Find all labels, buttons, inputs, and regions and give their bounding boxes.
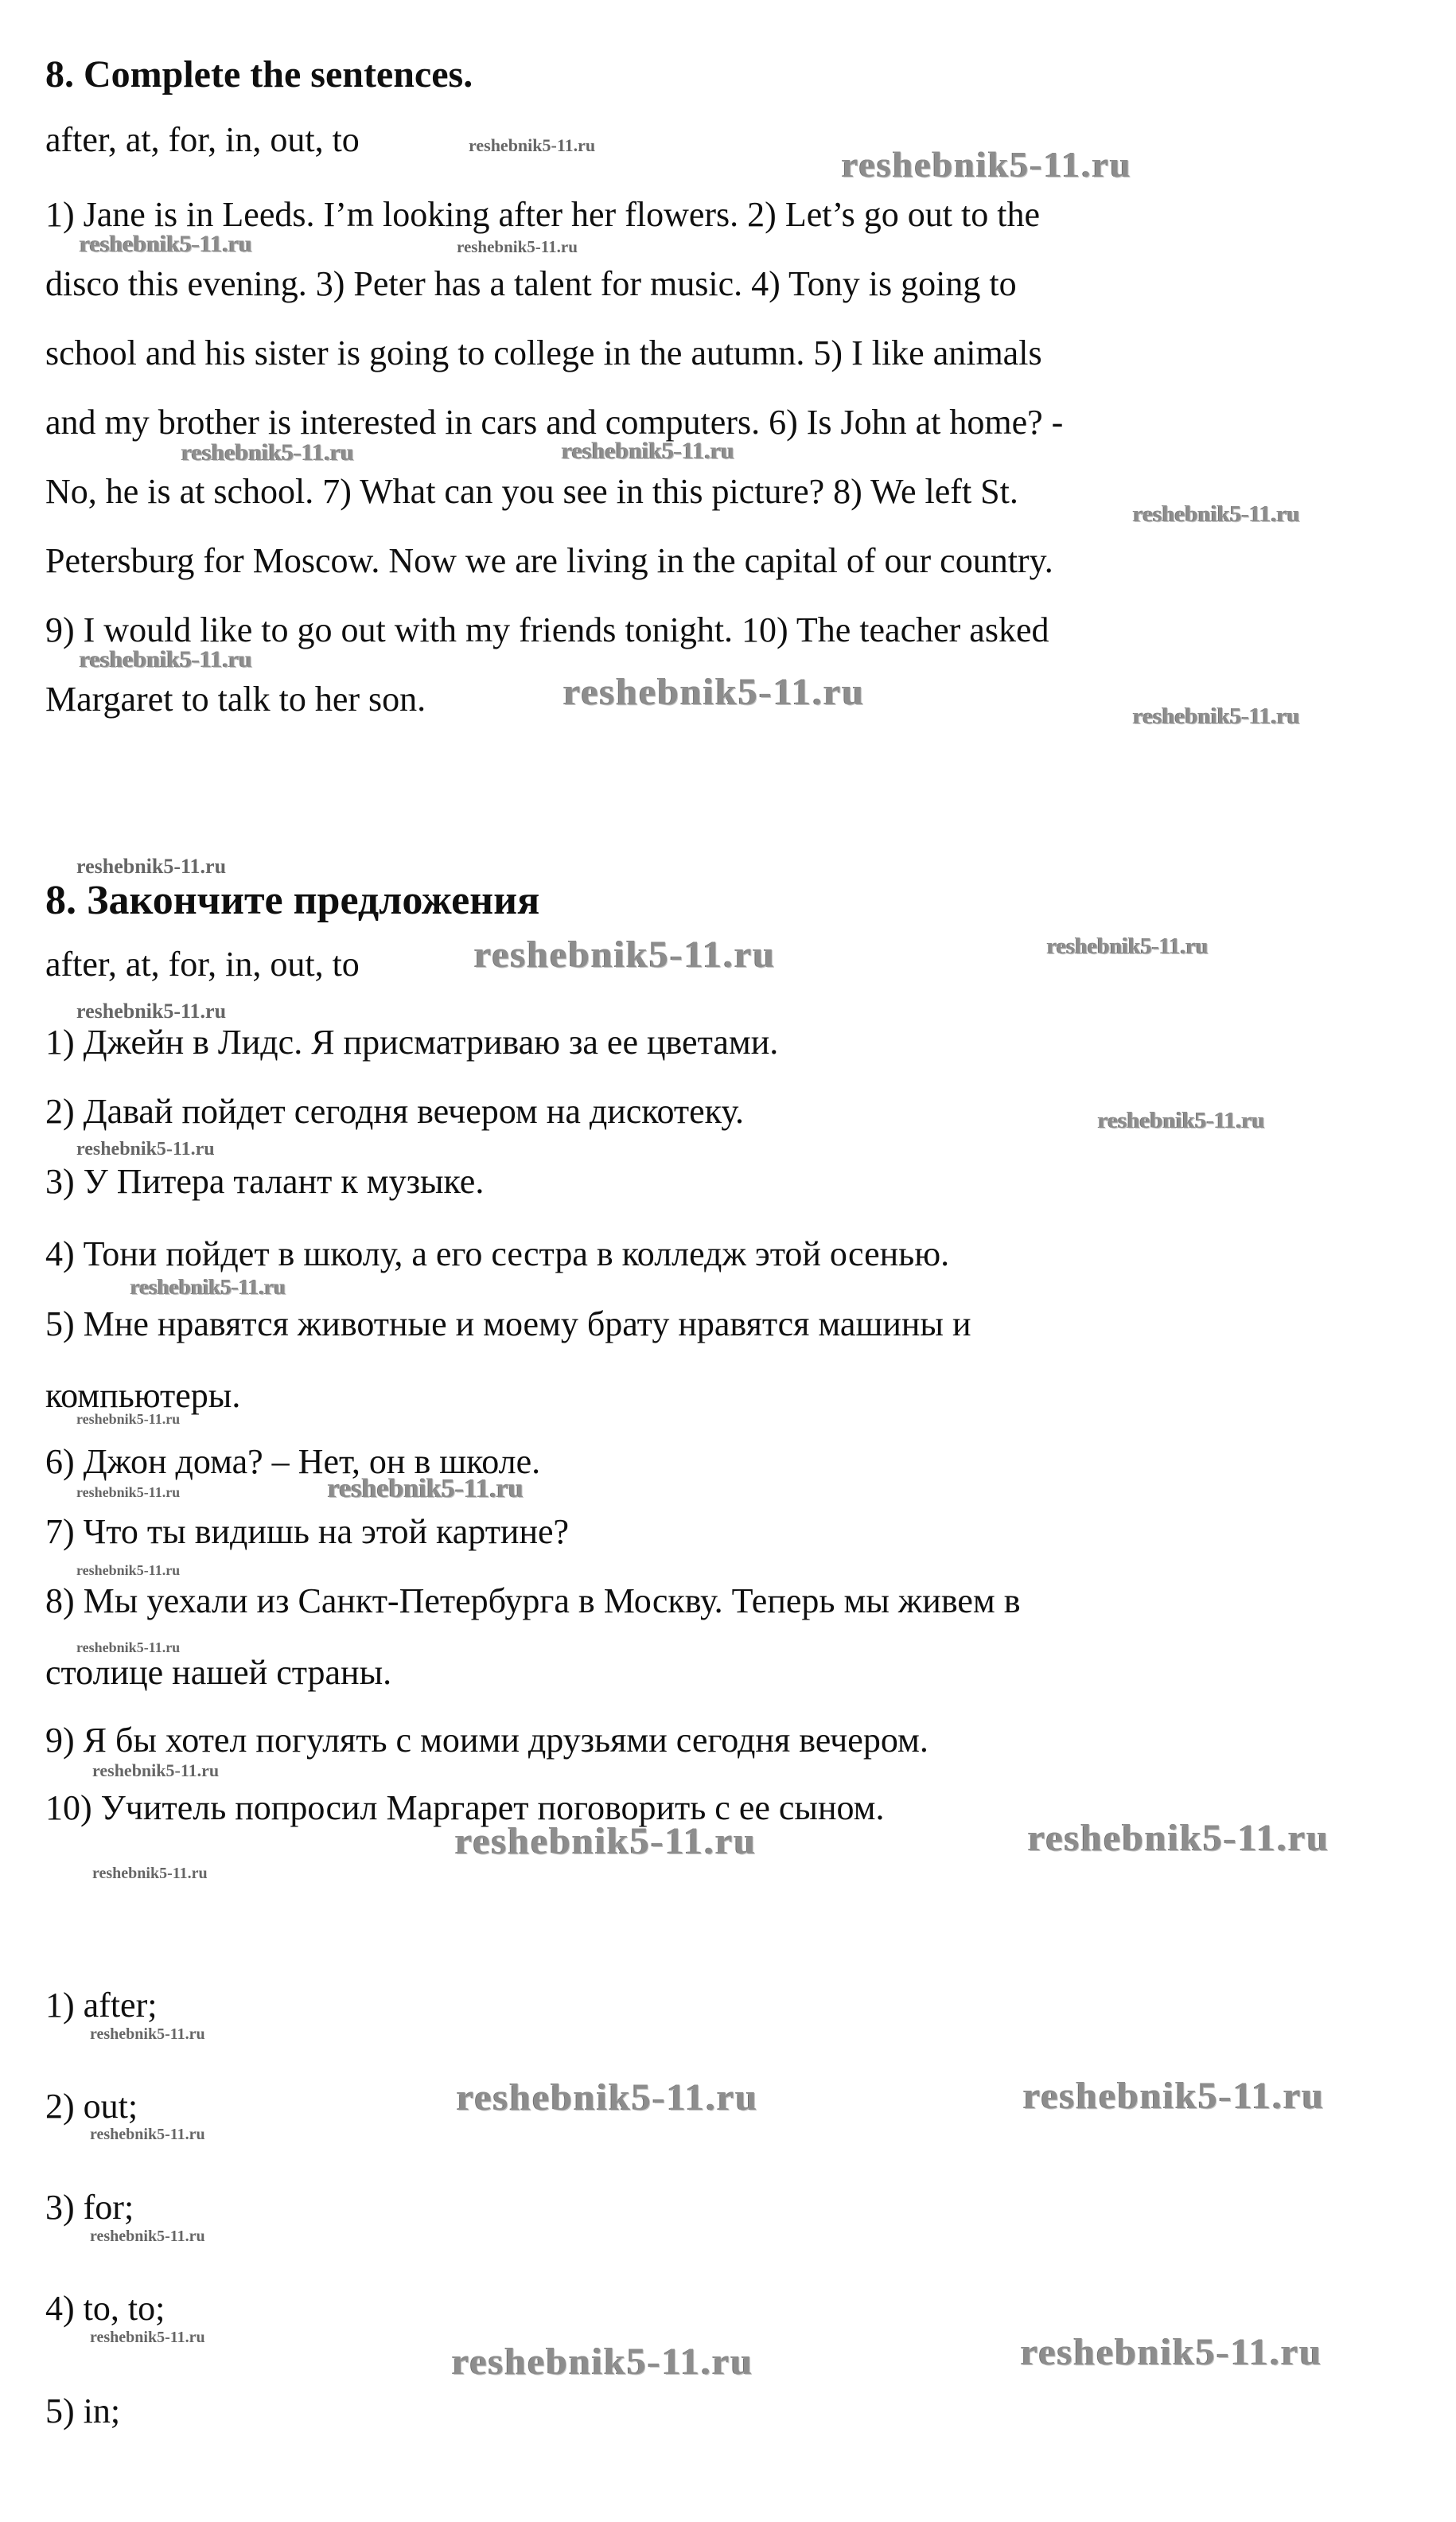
text-line: 1) Джейн в Лидс. Я присматриваю за ее цветами. xyxy=(45,1023,779,1062)
text-line: 7) Что ты видишь на этой картине? xyxy=(45,1512,570,1551)
russian-heading: 8. Закончите предложения xyxy=(45,878,540,923)
text-line: 8) Мы уехали из Санкт-Петербурга в Москву. Теперь мы живем в xyxy=(45,1581,1021,1620)
watermark: reshebnik5-11.ru xyxy=(76,1000,227,1023)
text-line: 2) Давай пойдет сегодня вечером на дискотеку. xyxy=(45,1092,744,1131)
answer-item: 5) in; xyxy=(45,2391,121,2430)
text-line: 1) Jane is in Leeds. I’m looking after her flowers. 2) Let’s go out to the xyxy=(45,195,1041,234)
answer-item: 3) for; xyxy=(45,2188,134,2227)
english-heading: 8. Complete the sentences. xyxy=(45,53,473,96)
watermark: reshebnik5-11.ru xyxy=(452,2341,754,2383)
watermark: reshebnik5-11.ru xyxy=(563,671,866,713)
watermark: reshebnik5-11.ru xyxy=(76,1484,181,1500)
answer-item: 1) after; xyxy=(45,1986,158,2025)
watermark: reshebnik5-11.ru xyxy=(76,1562,181,1578)
russian-word-bank: after, at, for, in, out, to xyxy=(45,945,360,984)
watermark: reshebnik5-11.ru xyxy=(92,1865,208,1882)
watermark: reshebnik5-11.ru xyxy=(90,2329,205,2346)
watermark: reshebnik5-11.ru xyxy=(1028,1817,1330,1859)
text-line: 4) Тони пойдет в школу, а его сестра в колледж этой осенью. xyxy=(45,1234,950,1273)
text-line: No, he is at school. 7) What can you see in this picture? 8) We left St. xyxy=(45,472,1018,511)
text-line: 9) I would like to go out with my friends tonight. 10) The teacher asked xyxy=(45,610,1049,649)
watermark: reshebnik5-11.ru xyxy=(457,237,578,256)
watermark: reshebnik5-11.ru xyxy=(76,855,227,878)
watermark: reshebnik5-11.ru xyxy=(474,934,777,976)
watermark: reshebnik5-11.ru xyxy=(1098,1108,1265,1133)
text-line: Margaret to talk to her son. xyxy=(45,680,426,719)
text-line: компьютеры. xyxy=(45,1376,241,1415)
english-word-bank: after, at, for, in, out, to xyxy=(45,120,360,159)
watermark: reshebnik5-11.ru xyxy=(1047,934,1209,959)
watermark: reshebnik5-11.ru xyxy=(1133,704,1300,729)
watermark: reshebnik5-11.ru xyxy=(1023,2075,1326,2117)
answer-item: 4) to, to; xyxy=(45,2289,165,2328)
watermark: reshebnik5-11.ru xyxy=(90,2025,205,2043)
text-line: and my brother is interested in cars and computers. 6) Is John at home? - xyxy=(45,403,1064,442)
text-line: 6) Джон дома? – Нет, он в школе. xyxy=(45,1442,541,1481)
watermark: reshebnik5-11.ru xyxy=(455,1820,757,1862)
watermark: reshebnik5-11.ru xyxy=(90,2126,205,2143)
watermark: reshebnik5-11.ru xyxy=(76,1639,181,1655)
watermark: reshebnik5-11.ru xyxy=(90,2228,205,2245)
watermark: reshebnik5-11.ru xyxy=(92,1760,220,1780)
text-line: 9) Я бы хотел погулять с моими друзьями сегодня вечером. xyxy=(45,1721,928,1760)
watermark: reshebnik5-11.ru xyxy=(80,231,252,257)
answer-item: 2) out; xyxy=(45,2087,138,2126)
watermark: reshebnik5-11.ru xyxy=(80,646,252,672)
watermark: reshebnik5-11.ru xyxy=(1133,501,1300,527)
watermark: reshebnik5-11.ru xyxy=(562,438,734,464)
text-line: Petersburg for Moscow. Now we are living in the capital of our country. xyxy=(45,541,1053,580)
watermark: reshebnik5-11.ru xyxy=(457,2076,759,2119)
watermark: reshebnik5-11.ru xyxy=(469,135,596,155)
watermark: reshebnik5-11.ru xyxy=(130,1275,286,1299)
text-line: disco this evening. 3) Peter has a talent for music. 4) Tony is going to xyxy=(45,264,1017,303)
watermark: reshebnik5-11.ru xyxy=(76,1139,215,1160)
watermark: reshebnik5-11.ru xyxy=(1021,2331,1323,2373)
text-line: столице нашей страны. xyxy=(45,1653,392,1692)
text-line: 10) Учитель попросил Маргарет поговорить с ее сыном. xyxy=(45,1788,885,1827)
watermark: reshebnik5-11.ru xyxy=(328,1474,524,1503)
text-line: 5) Мне нравятся животные и моему брату нравятся машины и xyxy=(45,1304,971,1343)
watermark: reshebnik5-11.ru xyxy=(76,1411,181,1427)
text-line: school and his sister is going to college in the autumn. 5) I like animals xyxy=(45,333,1042,372)
text-line: 3) У Питера талант к музыке. xyxy=(45,1162,485,1201)
watermark: reshebnik5-11.ru xyxy=(842,144,1132,185)
watermark: reshebnik5-11.ru xyxy=(181,439,354,466)
